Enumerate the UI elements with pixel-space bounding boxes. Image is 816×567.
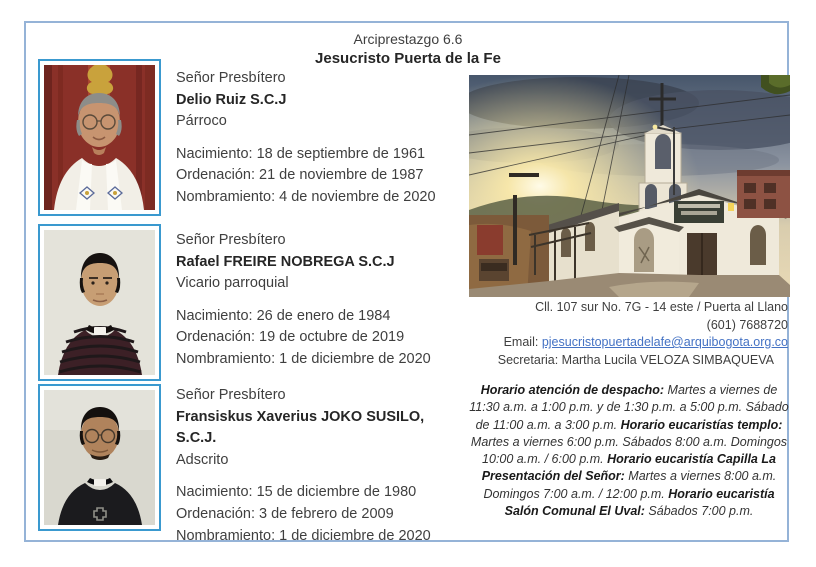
email-link[interactable]: pjesucristopuertadelafe@arquibogota.org.co: [541, 335, 788, 349]
priest-photo-frame-2: [38, 224, 161, 381]
schedule-text-capilla: Martes a viernes 8:00 a.m. Domingos 7:00 a.m. / 12:00 p.m.: [483, 469, 777, 501]
priest-portrait-rafael-freire: [44, 230, 155, 375]
archpriesthood-title: Arciprestazgo 6.6: [353, 31, 463, 47]
schedule-header-despacho: Horario atención de despacho:: [480, 383, 668, 397]
priest-appointment: Nombramiento: 1 de diciembre de 2020: [176, 350, 431, 367]
email-label: Email:: [503, 335, 539, 349]
schedule-header-capilla: Horario eucaristía Capilla La Presentación del Señor:: [481, 452, 776, 484]
schedule-text-templo: Martes a viernes 6:00 p.m. Sábados 8:00 a.m. Domingos 10:00 a.m. / 6:00 p.m.: [470, 434, 788, 467]
church-photo: [469, 75, 790, 297]
priest-info-3: [176, 385, 468, 547]
priest-dates: [176, 144, 468, 209]
secretary-line: Secretaria: Martha Lucila VELOZA SIMBAQUEVA: [497, 352, 774, 367]
priest-dates: [176, 306, 468, 371]
priest-photo-frame-1: [38, 59, 161, 216]
priest-appointment: Nombramiento: 1 de diciembre de 2020: [176, 527, 431, 544]
priest-photo-frame-3: [38, 384, 161, 531]
priest-role: Vicario parroquial: [176, 275, 289, 292]
priest-info-1: [176, 68, 468, 209]
priest-portrait-delio-ruiz: [44, 65, 155, 210]
priest-heading: Señor Presbítero: [176, 70, 286, 86]
schedule-text-salon: Sábados 7:00 p.m.: [648, 504, 754, 519]
priest-birth: Nacimiento: 18 de septiembre de 1961: [176, 145, 426, 162]
priest-name: Delio Ruiz S.C.J: [176, 91, 287, 108]
priest-appointment: Nombramiento: 4 de noviembre de 2020: [176, 188, 436, 205]
priest-ordination: Ordenación: 3 de febrero de 2009: [176, 505, 394, 522]
schedule-paragraph: [468, 382, 790, 520]
priest-ordination: Ordenación: 19 de octubre de 2019: [176, 329, 405, 346]
priest-role: Párroco: [176, 113, 227, 130]
priest-portrait-joko-susilo: [44, 390, 155, 525]
email-line: [470, 334, 788, 352]
priest-info-2: [176, 230, 468, 371]
priest-name: Rafael FREIRE NOBREGA S.C.J: [176, 253, 395, 270]
priest-birth: Nacimiento: 15 de diciembre de 1980: [176, 484, 417, 501]
parish-name-title: Jesucristo Puerta de la Fe: [315, 50, 501, 67]
schedule-header-salon: Horario eucaristía Salón Comunal El Uval:: [504, 486, 775, 519]
priest-heading: Señor Presbítero: [176, 232, 286, 248]
priest-name: Fransiskus Xaverius JOKO SUSILO, S.C.J.: [176, 408, 425, 447]
priest-dates: [176, 482, 468, 547]
schedule-text-despacho: Martes a viernes de 11:30 a.m. a 1:00 p.m. y de 1:30 p.m. a 5:00 p.m. Sábado de 11:00 a.m. a 3:00 p.m.: [469, 383, 789, 432]
priest-ordination: Ordenación: 21 de noviembre de 1987: [176, 167, 424, 184]
schedule-header-templo: Horario eucaristías templo:: [620, 417, 783, 432]
priest-role: Adscrito: [176, 451, 229, 468]
priest-heading: Señor Presbítero: [176, 387, 286, 403]
address-line: Cll. 107 sur No. 7G - 14 este / Puerta al Llano: [535, 300, 788, 314]
contact-info: [470, 299, 788, 369]
church-building-image: [469, 75, 790, 297]
priest-birth: Nacimiento: 26 de enero de 1984: [176, 307, 391, 324]
phone-line: (601) 7688720: [706, 317, 788, 332]
